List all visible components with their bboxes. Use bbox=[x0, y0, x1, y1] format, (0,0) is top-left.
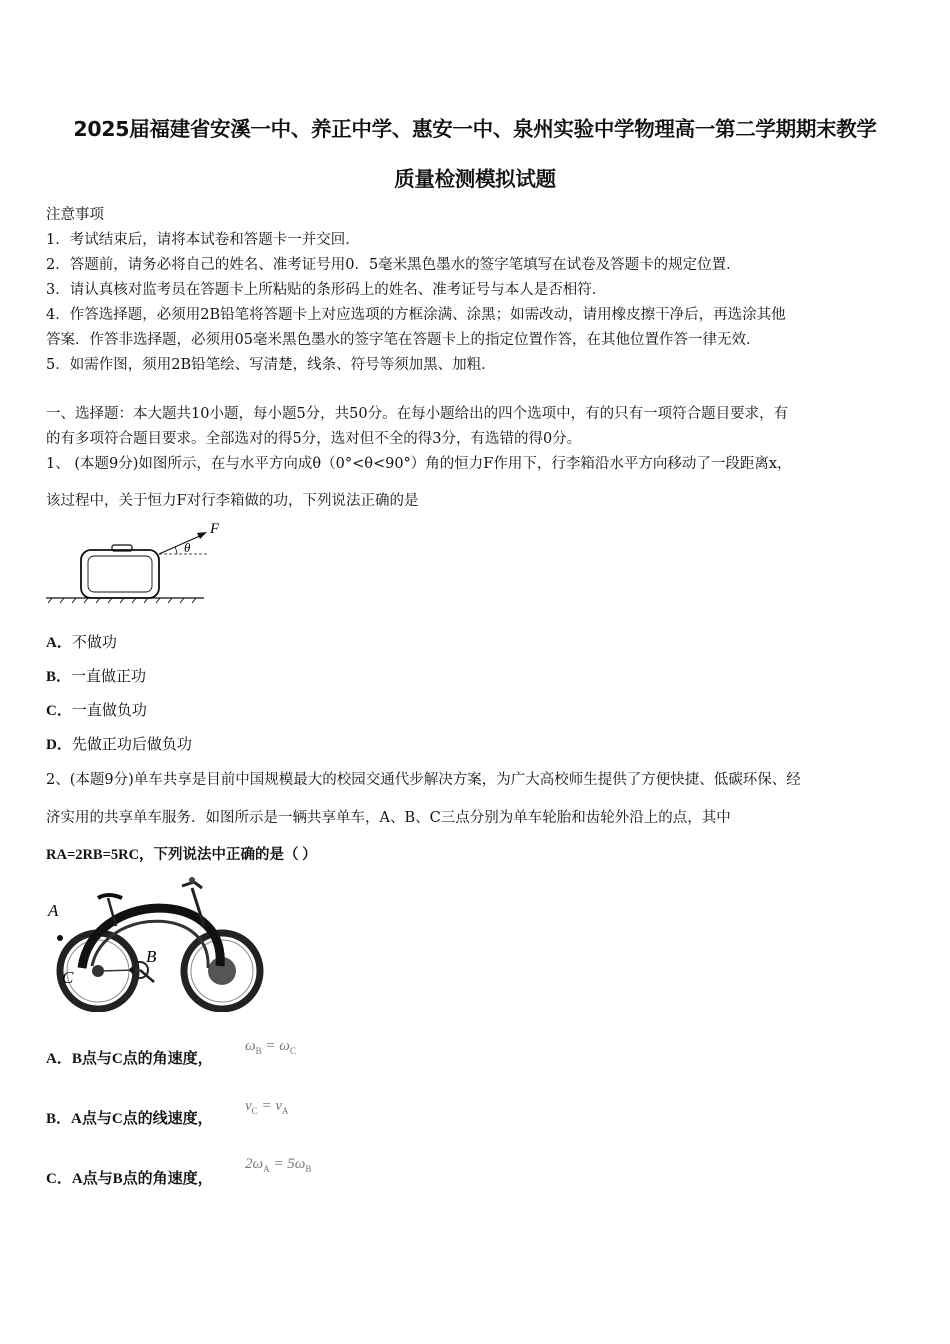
notice-item-3: 3．请认真核对监考员在答题卡上所粘贴的条形码上的姓名、准考证号与本人是否相符． bbox=[46, 282, 607, 298]
option-letter: A． bbox=[46, 1051, 72, 1067]
notice-heading: 注意事项 bbox=[46, 207, 104, 223]
option-text: 一直做负功 bbox=[71, 701, 147, 719]
option-letter: D． bbox=[46, 737, 72, 753]
angle-label: θ bbox=[184, 540, 191, 555]
option-letter: C． bbox=[46, 703, 72, 719]
question-2-option-b[interactable] bbox=[46, 1107, 213, 1128]
question-1-option-d[interactable] bbox=[46, 733, 192, 754]
question-1-stem-line1: 1、 (本题9分)如图所示，在与水平方向成θ（0°<θ<90°）角的恒力F作用下，行李箱沿水平方向移动了一段距离x， bbox=[46, 456, 792, 472]
formula-omega-b-equals-omega-c: $\omega_B = \omega_C$ bbox=[245, 1038, 296, 1056]
option-letter: C． bbox=[46, 1171, 72, 1187]
point-a-label: A bbox=[48, 901, 59, 920]
question-2-option-a[interactable] bbox=[46, 1047, 213, 1068]
point-c-label: C bbox=[62, 968, 74, 987]
question-1-option-b[interactable] bbox=[46, 665, 146, 686]
option-text: 不做功 bbox=[71, 633, 117, 651]
question-1-option-c[interactable] bbox=[46, 699, 147, 720]
page-title-line1: 2025届福建省安溪一中、养正中学、惠安一中、泉州实验中学物理高一第二学期期末教学 bbox=[73, 117, 877, 141]
section-instructions-line2: 的有多项符合题目要求。全部选对的得5分，选对但不全的得3分，有选错的得0分。 bbox=[46, 431, 582, 447]
question-2-stem-line1: 2、(本题9分)单车共享是目前中国规模最大的校园交通代步解决方案，为广大高校师生提供了方便快捷、低碳环保、经 bbox=[46, 772, 801, 788]
option-letter: B． bbox=[46, 1111, 72, 1127]
option-text: B点与C点的角速度， bbox=[71, 1051, 213, 1067]
notice-item-1: 1．考试结束后，请将本试卷和答题卡一并交回． bbox=[46, 232, 360, 248]
section-instructions-line1: 一、选择题：本大题共10小题，每小题5分，共50分。在每小题给出的四个选项中，有的只有一项符合题目要求，有 bbox=[46, 406, 789, 422]
option-letter: A． bbox=[46, 635, 72, 651]
notice-item-4: 4．作答选择题，必须用2B铅笔将答题卡上对应选项的方框涂满、涂黑；如需改动，请用橡皮擦干净后，再选涂其他 bbox=[46, 307, 786, 323]
option-text: A点与B点的角速度， bbox=[71, 1171, 213, 1187]
force-label: F bbox=[210, 521, 220, 537]
question-2-option-c[interactable] bbox=[46, 1167, 213, 1188]
question-1-option-a[interactable] bbox=[46, 631, 117, 652]
suitcase-force-figure bbox=[44, 515, 224, 605]
option-letter: B． bbox=[46, 669, 72, 685]
option-text: 一直做正功 bbox=[71, 667, 147, 685]
notice-item-5: 5．如需作图，须用2B铅笔绘、写清楚，线条、符号等须加黑、加粗． bbox=[46, 357, 496, 373]
notice-item-2: 2．答题前，请务必将自己的姓名、准考证号用0．5毫米黑色墨水的签字笔填写在试卷及答题卡的规定位置． bbox=[46, 257, 741, 273]
formula-vc-equals-va: $v_C = v_A$ bbox=[245, 1098, 289, 1116]
notice-item-4-cont: 答案．作答非选择题，必须用05毫米黑色墨水的签字笔在答题卡上的指定位置作答，在其他位置作答一律无效． bbox=[46, 332, 761, 348]
question-2-stem-line2: 济实用的共享单车服务．如图所示是一辆共享单车，A、B、C三点分别为单车轮胎和齿轮外沿上的点，其中 bbox=[46, 810, 731, 826]
point-b-label: B bbox=[146, 947, 157, 966]
option-text: 先做正功后做负功 bbox=[71, 735, 192, 753]
question-1-stem-line2: 该过程中，关于恒力F对行李箱做的功，下列说法正确的是 bbox=[46, 493, 419, 509]
formula-2omega-a-equals-5omega-b: $2\omega_A = 5\omega_B$ bbox=[245, 1156, 312, 1174]
page-title-line2: 质量检测模拟试题 bbox=[394, 167, 556, 191]
bicycle-figure bbox=[42, 876, 264, 1012]
question-2-stem-line3: RA=2RB=5RC，下列说法中正确的是（ ） bbox=[46, 847, 317, 863]
option-text: A点与C点的线速度， bbox=[71, 1111, 213, 1127]
